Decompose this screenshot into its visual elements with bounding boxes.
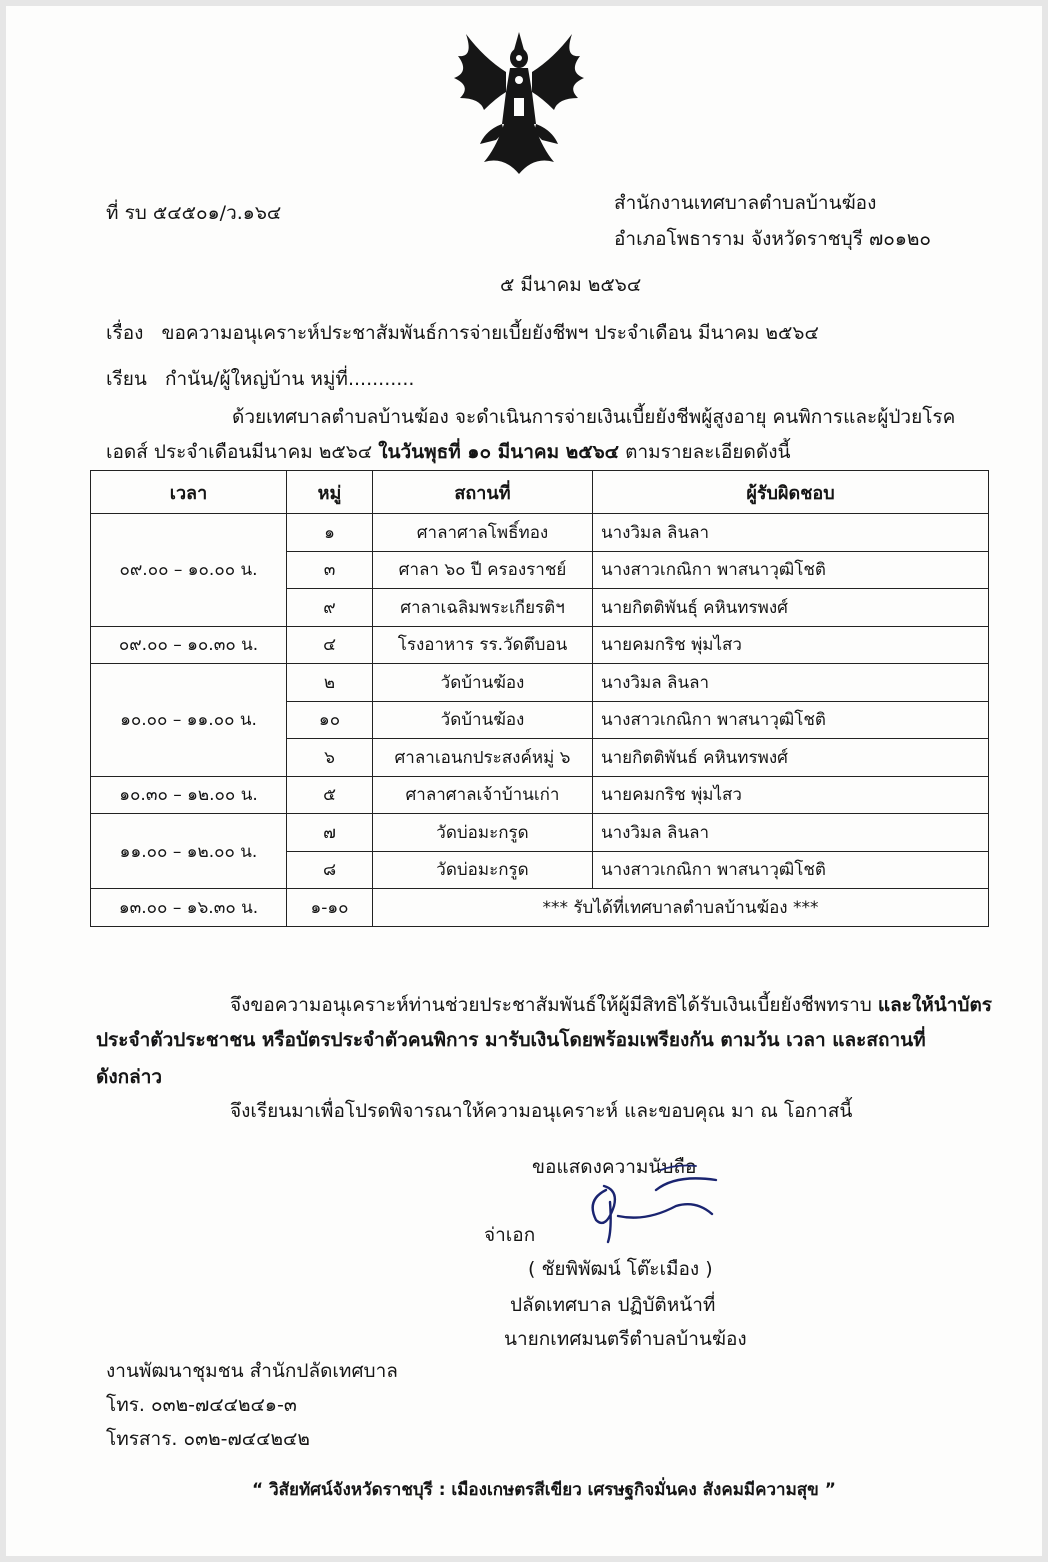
body-para2: จึงเรียนมาเพื่อโปรดพิจารณาให้ความอนุเคราะห์ และขอบคุณ มา ณ โอกาสนี้ (230, 1100, 853, 1122)
footer-department: งานพัฒนาชุมชน สำนักปลัดเทศบาล (106, 1360, 398, 1382)
intro-line-1: ด้วยเทศบาลตำบลบ้านฆ้อง จะดำเนินการจ่ายเงินเบี้ยยังชีพผู้สูงอายุ คนพิการและผู้ป่วยโรค (232, 406, 956, 428)
time-cell: ๑๐.๓๐ – ๑๒.๐๐ น. (91, 776, 287, 814)
place-cell: ศาลาศาลเจ้าบ้านเก่า (373, 776, 593, 814)
moo-cell: ๑-๑๐ (287, 889, 373, 927)
moo-cell: ๔ (287, 626, 373, 664)
moo-cell: ๘ (287, 851, 373, 889)
place-cell: ศาลา ๖๐ ปี ครองราชย์ (373, 551, 593, 589)
time-cell: ๑๐.๐๐ – ๑๑.๐๐ น. (91, 664, 287, 777)
table-header-row (91, 471, 989, 514)
document-number: ที่ รบ ๕๔๕๐๑/ว.๑๖๔ (106, 202, 282, 224)
responsible-cell: นายคมกริช พุ่มไสว (593, 776, 989, 814)
subject-text: ขอความอนุเคราะห์ประชาสัมพันธ์การจ่ายเบี้ยยังชีพฯ ประจำเดือน มีนาคม ๒๕๖๔ (161, 322, 819, 344)
subject-label: เรื่อง (106, 322, 144, 344)
responsible-cell: นางวิมล ลินลา (593, 664, 989, 702)
body-para1-line1 (230, 990, 992, 1020)
responsible-cell: นายคมกริช พุ่มไสว (593, 626, 989, 664)
footer-fax: โทรสาร. ๐๓๒-๗๔๔๒๔๒ (106, 1428, 310, 1450)
footer-phone: โทร. ๐๓๒-๗๔๔๒๔๑-๓ (106, 1394, 297, 1416)
header-time: เวลา (91, 471, 287, 514)
signer-rank: จ่าเอก (484, 1224, 536, 1246)
garuda-emblem-icon (444, 28, 594, 178)
moo-cell: ๓ (287, 551, 373, 589)
header-responsible: ผู้รับผิดชอบ (593, 471, 989, 514)
document-date: ๕ มีนาคม ๒๕๖๔ (500, 274, 642, 296)
place-cell: ศาลาเฉลิมพระเกียรติฯ (373, 589, 593, 627)
body-para1-line1-b: และให้นำบัตร (877, 994, 993, 1016)
moo-cell: ๑ (287, 514, 373, 552)
office-address: อำเภอโพธาราม จังหวัดราชบุรี ๗๐๑๒๐ (614, 228, 932, 250)
time-cell: ๐๙.๐๐ – ๑๐.๓๐ น. (91, 626, 287, 664)
responsible-cell: นายกิตติพันธ์ คหินทรพงศ์ (593, 739, 989, 777)
signer-position-1: ปลัดเทศบาล ปฏิบัติหน้าที่ (510, 1294, 716, 1316)
place-cell: วัดบ้านฆ้อง (373, 701, 593, 739)
table-row (91, 889, 989, 927)
table-row (91, 664, 989, 702)
time-cell: ๑๓.๐๐ – ๑๖.๓๐ น. (91, 889, 287, 927)
table-row (91, 776, 989, 814)
subject-line (106, 318, 819, 348)
responsible-cell: นางสาวเกณิกา พาสนาวุฒิโชติ (593, 851, 989, 889)
moo-cell: ๕ (287, 776, 373, 814)
place-cell: ศาลาศาลโพธิ์ทอง (373, 514, 593, 552)
body-para1-line3: ดังกล่าว (96, 1066, 163, 1088)
office-name: สำนักงานเทศบาลตำบลบ้านฆ้อง (614, 192, 877, 214)
recipient-label: เรียน (106, 368, 147, 390)
recipient-text: กำนัน/ผู้ใหญ่บ้าน หมู่ที่........... (164, 368, 415, 390)
place-cell: วัดบ้านฆ้อง (373, 664, 593, 702)
place-cell: โรงอาหาร รร.วัดตึบอน (373, 626, 593, 664)
time-cell: ๑๑.๐๐ – ๑๒.๐๐ น. (91, 814, 287, 889)
intro-line-2 (106, 437, 791, 467)
table-row (91, 626, 989, 664)
pickup-note-cell: *** รับได้ที่เทศบาลตำบลบ้านฆ้อง *** (373, 889, 989, 927)
handwritten-signature-icon (566, 1150, 726, 1250)
intro-line-2-c: ตามรายละเอียดดังนี้ (619, 441, 791, 463)
moo-cell: ๖ (287, 739, 373, 777)
intro-line-2-a: เอดส์ ประจำเดือนมีนาคม ๒๕๖๔ (106, 441, 379, 463)
time-cell: ๐๙.๐๐ – ๑๐.๐๐ น. (91, 514, 287, 627)
signer-position-2: นายกเทศมนตรีตำบลบ้านฆ้อง (504, 1328, 747, 1350)
header-moo: หมู่ (287, 471, 373, 514)
place-cell: วัดบ่อมะกรูด (373, 814, 593, 852)
footer-slogan: “ วิสัยทัศน์จังหวัดราชบุรี : เมืองเกษตรสีเขียว เศรษฐกิจมั่นคง สังคมมีความสุข ” (252, 1480, 836, 1500)
table-row (91, 514, 989, 552)
header-place: สถานที่ (373, 471, 593, 514)
responsible-cell: นายกิตติพันธุ์ คหินทรพงศ์ (593, 589, 989, 627)
moo-cell: ๑๐ (287, 701, 373, 739)
place-cell: วัดบ่อมะกรูด (373, 851, 593, 889)
body-para1-line1-a: จึงขอความอนุเคราะห์ท่านช่วยประชาสัมพันธ์ให้ผู้มีสิทธิได้รับเงินเบี้ยยังชีพทราบ (230, 994, 878, 1016)
table-row (91, 814, 989, 852)
place-cell: ศาลาเอนกประสงค์หมู่ ๖ (373, 739, 593, 777)
intro-line-2-date: ในวันพุธที่ ๑๐ มีนาคม ๒๕๖๔ (378, 441, 620, 463)
responsible-cell: นางวิมล ลินลา (593, 514, 989, 552)
recipient-line (106, 364, 414, 394)
signer-name: ( ชัยพิพัฒน์ โต๊ะเมือง ) (528, 1258, 713, 1280)
responsible-cell: นางสาวเกณิกา พาสนาวุฒิโชติ (593, 551, 989, 589)
moo-cell: ๙ (287, 589, 373, 627)
responsible-cell: นางสาวเกณิกา พาสนาวุฒิโชติ (593, 701, 989, 739)
closing-text: ขอแสดงความนับถือ (532, 1156, 697, 1178)
moo-cell: ๗ (287, 814, 373, 852)
moo-cell: ๒ (287, 664, 373, 702)
body-para1-line2: ประจำตัวประชาชน หรือบัตรประจำตัวคนพิการ มารับเงินโดยพร้อมเพรียงกัน ตามวัน เวลา และสถานที่ (96, 1029, 926, 1051)
responsible-cell: นางวิมล ลินลา (593, 814, 989, 852)
schedule-table (90, 470, 989, 927)
